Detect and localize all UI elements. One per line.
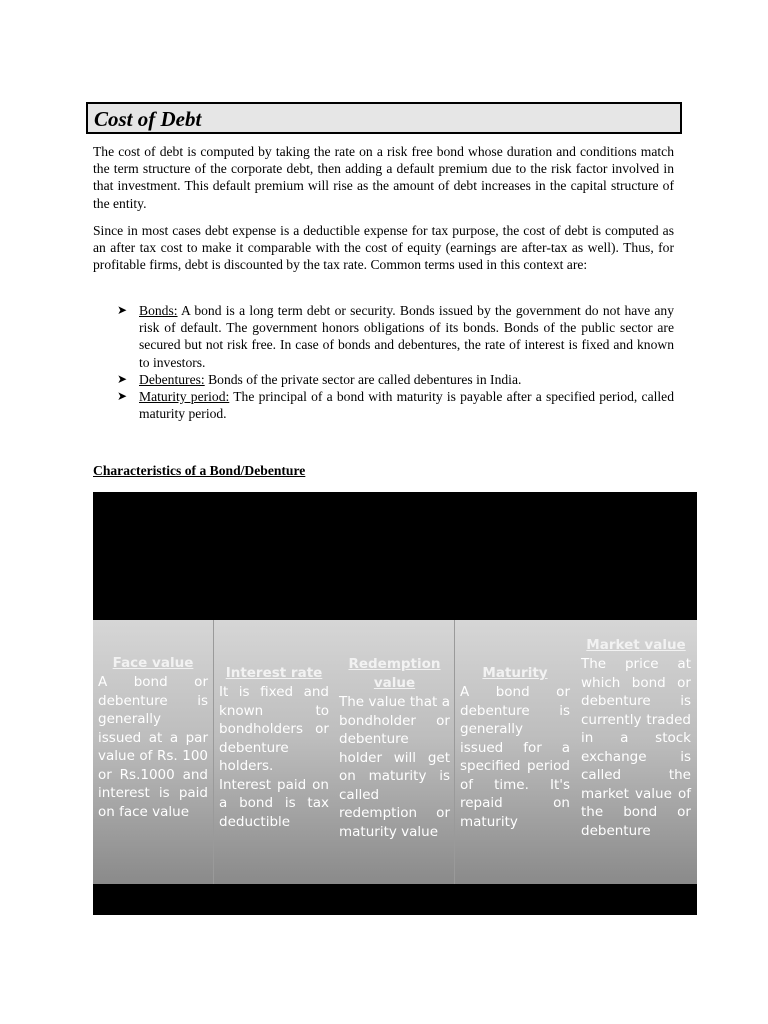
- term-label: Maturity period:: [139, 389, 230, 405]
- term-label: Debentures:: [139, 371, 205, 387]
- characteristics-diagram: [93, 492, 697, 915]
- characteristic-description: The value that a bondholder or debenture holder will get on maturity is called redemption or maturity value: [339, 694, 450, 840]
- section-heading: Characteristics of a Bond/Debenture: [93, 463, 306, 478]
- characteristic-description: The price at which bond or debenture is currently traded in a stock exchange is called the market value of the bond or debenture: [581, 656, 691, 839]
- characteristic-description: A bond or debenture is generally issued for a specified period of time. It's repaid on maturity: [460, 684, 570, 830]
- arrow-bullet-icon: ➤: [117, 371, 128, 386]
- list-item: [93, 371, 674, 388]
- tax-paragraph: Since in most cases debt expense is a deductible expense for tax purpose, the cost of debt is computed as an after tax cost to make it comparable with the cost of equity (earnings are after-tax as well). Thus, for profitable firms, debt is discounted by the tax rate. Common terms used in this context are:: [93, 223, 674, 273]
- characteristic-heading: Market value: [586, 637, 686, 653]
- characteristics-band: [93, 620, 697, 884]
- term-definition: Bonds of the private sector are called debentures in India.: [204, 371, 522, 387]
- characteristic-interest-rate: [219, 620, 329, 884]
- arrow-bullet-icon: ➤: [117, 303, 128, 317]
- term-definition: The principal of a bond with maturity is payable after a specified period, called maturity period.: [139, 389, 674, 422]
- characteristic-heading: Maturity: [482, 665, 548, 681]
- characteristic-heading: Face value: [112, 655, 194, 671]
- characteristic-description: A bond or debenture is generally issued at a par value of Rs. 100 or Rs.1000 and interest is paid on face value: [98, 674, 208, 820]
- intro-paragraph: The cost of debt is computed by taking the rate on a risk free bond whose duration and conditions match the term structure of the corporate debt, then adding a default premium due to the risk factor involved in that investment. This default premium will rise as the amount of debt increases in the capital structure of the entity.: [93, 144, 674, 211]
- list-item: [93, 388, 674, 422]
- characteristic-maturity: [460, 620, 570, 884]
- term-definition: A bond is a long term debt or security. Bonds issued by the government do not have any risk of default. The government honors obligations of its bonds. Bonds of the public sector are secured but not risk free. In case of bonds and debentures, the rate of interest is fixed and known to investors.: [139, 303, 674, 370]
- characteristic-redemption-value: [339, 620, 450, 884]
- characteristic-description: It is fixed and known to bondholders or debenture holders. Interest paid on a bond is tax deductible: [219, 684, 329, 830]
- arrow-bullet-icon: ➤: [117, 389, 128, 404]
- title-box: [86, 102, 682, 134]
- characteristic-heading: Redemption value: [348, 656, 441, 691]
- characteristic-face-value: [98, 620, 208, 884]
- diagram-bottom-bar: [93, 884, 697, 915]
- characteristic-market-value: [581, 620, 691, 884]
- list-item: [93, 302, 674, 371]
- column-divider: [213, 620, 214, 884]
- characteristic-heading: Interest rate: [225, 665, 323, 681]
- terms-list: [93, 302, 674, 422]
- page-title: Cost of Debt: [94, 107, 202, 131]
- term-label: Bonds:: [139, 303, 178, 318]
- column-divider: [454, 620, 455, 884]
